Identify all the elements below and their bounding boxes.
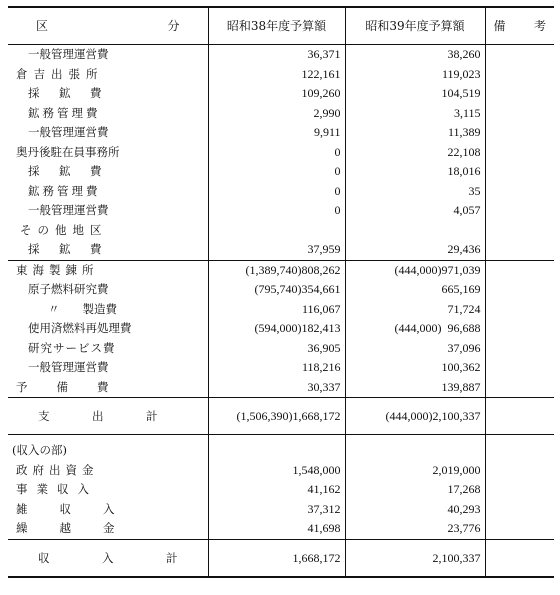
table-row [8,280,554,300]
row-label: 一般管理運営費 [8,201,208,221]
income-row [8,500,554,520]
fy39-value: 22,108 [345,143,485,163]
remarks-cell [485,182,554,202]
fy38-value: 41,162 [208,480,345,500]
table-row [8,358,554,378]
expenditure-total-remarks [485,398,554,435]
row-label: 採 鉱 費 [8,162,208,182]
remarks-cell [485,300,554,320]
header-category-a: 区 [36,19,49,33]
remarks-cell [485,319,554,339]
row-label: その他地区 [8,221,208,241]
income-row [8,461,554,481]
remarks-cell [485,221,554,241]
fy39-value: 40,293 [345,500,485,520]
table-row [8,45,554,65]
remarks-cell [485,461,554,481]
header-category-b: 分 [167,19,180,33]
remarks-cell [485,123,554,143]
income-heading-row [8,441,554,461]
fy39-value: 37,096 [345,339,485,359]
income-total-fy39: 2,100,337 [345,539,485,577]
fy39-value: 23,776 [345,519,485,539]
fy39-value: 139,887 [345,378,485,398]
fy39-value: 35 [345,182,485,202]
fy39-value: 4,057 [345,201,485,221]
fy38-value: 9,911 [208,123,345,143]
table-row [8,104,554,124]
header-remarks-a: 備 [493,19,506,33]
income-total-label-b: 入 [102,550,114,565]
fy38-value: 116,067 [208,300,345,320]
header-row [8,7,554,45]
remarks-cell [485,84,554,104]
row-label: 鉱務管理費 [8,104,208,124]
fy38-value: 0 [208,143,345,163]
row-label: 鉱務管理費 [8,182,208,202]
income-row [8,519,554,539]
remarks-cell [485,201,554,221]
table-row [8,300,554,320]
remarks-cell [485,65,554,85]
fy38-value [208,221,345,241]
expenditure-total-fy39: (444,000)2,100,337 [345,398,485,435]
table-row [8,182,554,202]
fy38-value: 37,312 [208,500,345,520]
fy39-value: 100,362 [345,358,485,378]
row-label: 繰 越 金 [8,519,208,539]
expenditure-total-row [8,398,554,435]
header-remarks [485,7,554,45]
expenditure-total-label-b: 出 [92,409,104,423]
fy38-value: 0 [208,201,345,221]
row-label: 予 備 費 [8,378,208,398]
fy38-value: 36,371 [208,45,345,65]
fy38-value: 109,260 [208,84,345,104]
income-total-row [8,539,554,577]
remarks-cell [485,378,554,398]
expenditure-total-label-c: 計 [146,409,158,423]
fy38-value: 37,959 [208,240,345,260]
table-row [8,319,554,339]
table-row [8,84,554,104]
row-label: 政府出資金 [8,461,208,481]
row-label: 採 鉱 費 [8,84,208,104]
fy39-value: 2,019,000 [345,461,485,481]
table-row [8,123,554,143]
row-label: 一般管理運営費 [8,123,208,143]
fy39-value: 11,389 [345,123,485,143]
row-label: 一般管理運営費 [8,45,208,65]
row-label: 使用済燃料再処理費 [8,319,208,339]
table-row [8,65,554,85]
row-label: 事業収入 [8,480,208,500]
fy38-value: 2,990 [208,104,345,124]
row-label: 奥丹後駐在員事務所 [8,143,208,163]
table-row [8,162,554,182]
fy39-value: 119,023 [345,65,485,85]
row-label: 一般管理運営費 [8,358,208,378]
table-row [8,339,554,359]
remarks-cell [485,280,554,300]
header-category [8,7,208,45]
expenditure-total-label-a: 支 [38,409,50,423]
row-label: 雑 収 入 [8,500,208,520]
row-label: 採 鉱 費 [8,240,208,260]
income-total-fy38: 1,668,172 [208,539,345,577]
remarks-cell [485,143,554,163]
remarks-cell [485,104,554,124]
row-label: 研究サービス費 [8,339,208,359]
remarks-cell [485,358,554,378]
income-row [8,480,554,500]
fy39-value: 104,519 [345,84,485,104]
header-fy39: 昭和39年度予算額 [345,7,485,45]
remarks-cell [485,45,554,65]
row-label: 原子燃料研究費 [8,280,208,300]
remarks-cell [485,519,554,539]
table-row [8,378,554,398]
fy39-value: 29,436 [345,240,485,260]
fy38-value: 41,698 [208,519,345,539]
fy38-value: (594,000)182,413 [208,319,345,339]
remarks-cell [485,480,554,500]
row-label: 東海製錬所 [8,260,208,280]
fy39-value [345,221,485,241]
expenditure-total-label [8,398,208,435]
fy38-value: 30,337 [208,378,345,398]
table-row [8,143,554,163]
fy38-value: 0 [208,162,345,182]
table-row [8,221,554,241]
income-total-label-c: 計 [166,550,178,565]
fy38-value: 118,216 [208,358,345,378]
fy38-value: (1,389,740)808,262 [208,260,345,280]
fy39-value: 38,260 [345,45,485,65]
fy39-value: (444,000) 96,688 [345,319,485,339]
fy39-value: 665,169 [345,280,485,300]
income-heading: (収入の部) [8,441,208,461]
fy38-value: (795,740)354,661 [208,280,345,300]
fy39-value: 17,268 [345,480,485,500]
remarks-cell [485,260,554,280]
fy38-value: 122,161 [208,65,345,85]
income-total-label [8,539,208,577]
row-label: 〃 製造費 [8,300,208,320]
income-total-label-a: 収 [38,550,50,565]
fy39-value: 18,016 [345,162,485,182]
header-remarks-b: 考 [533,19,546,33]
expenditure-total-fy38: (1,506,390)1,668,172 [208,398,345,435]
budget-table [8,6,554,578]
fy38-value: 0 [208,182,345,202]
income-total-remarks [485,539,554,577]
fy39-value: 3,115 [345,104,485,124]
header-fy38: 昭和38年度予算額 [208,7,345,45]
remarks-cell [485,240,554,260]
table-row [8,201,554,221]
remarks-cell [485,162,554,182]
fy38-value: 36,905 [208,339,345,359]
remarks-cell [485,500,554,520]
table-row [8,240,554,260]
fy38-value: 1,548,000 [208,461,345,481]
table-row [8,260,554,280]
fy39-value: 71,724 [345,300,485,320]
row-label: 倉吉出張所 [8,65,208,85]
remarks-cell [485,339,554,359]
fy39-value: (444,000)971,039 [345,260,485,280]
